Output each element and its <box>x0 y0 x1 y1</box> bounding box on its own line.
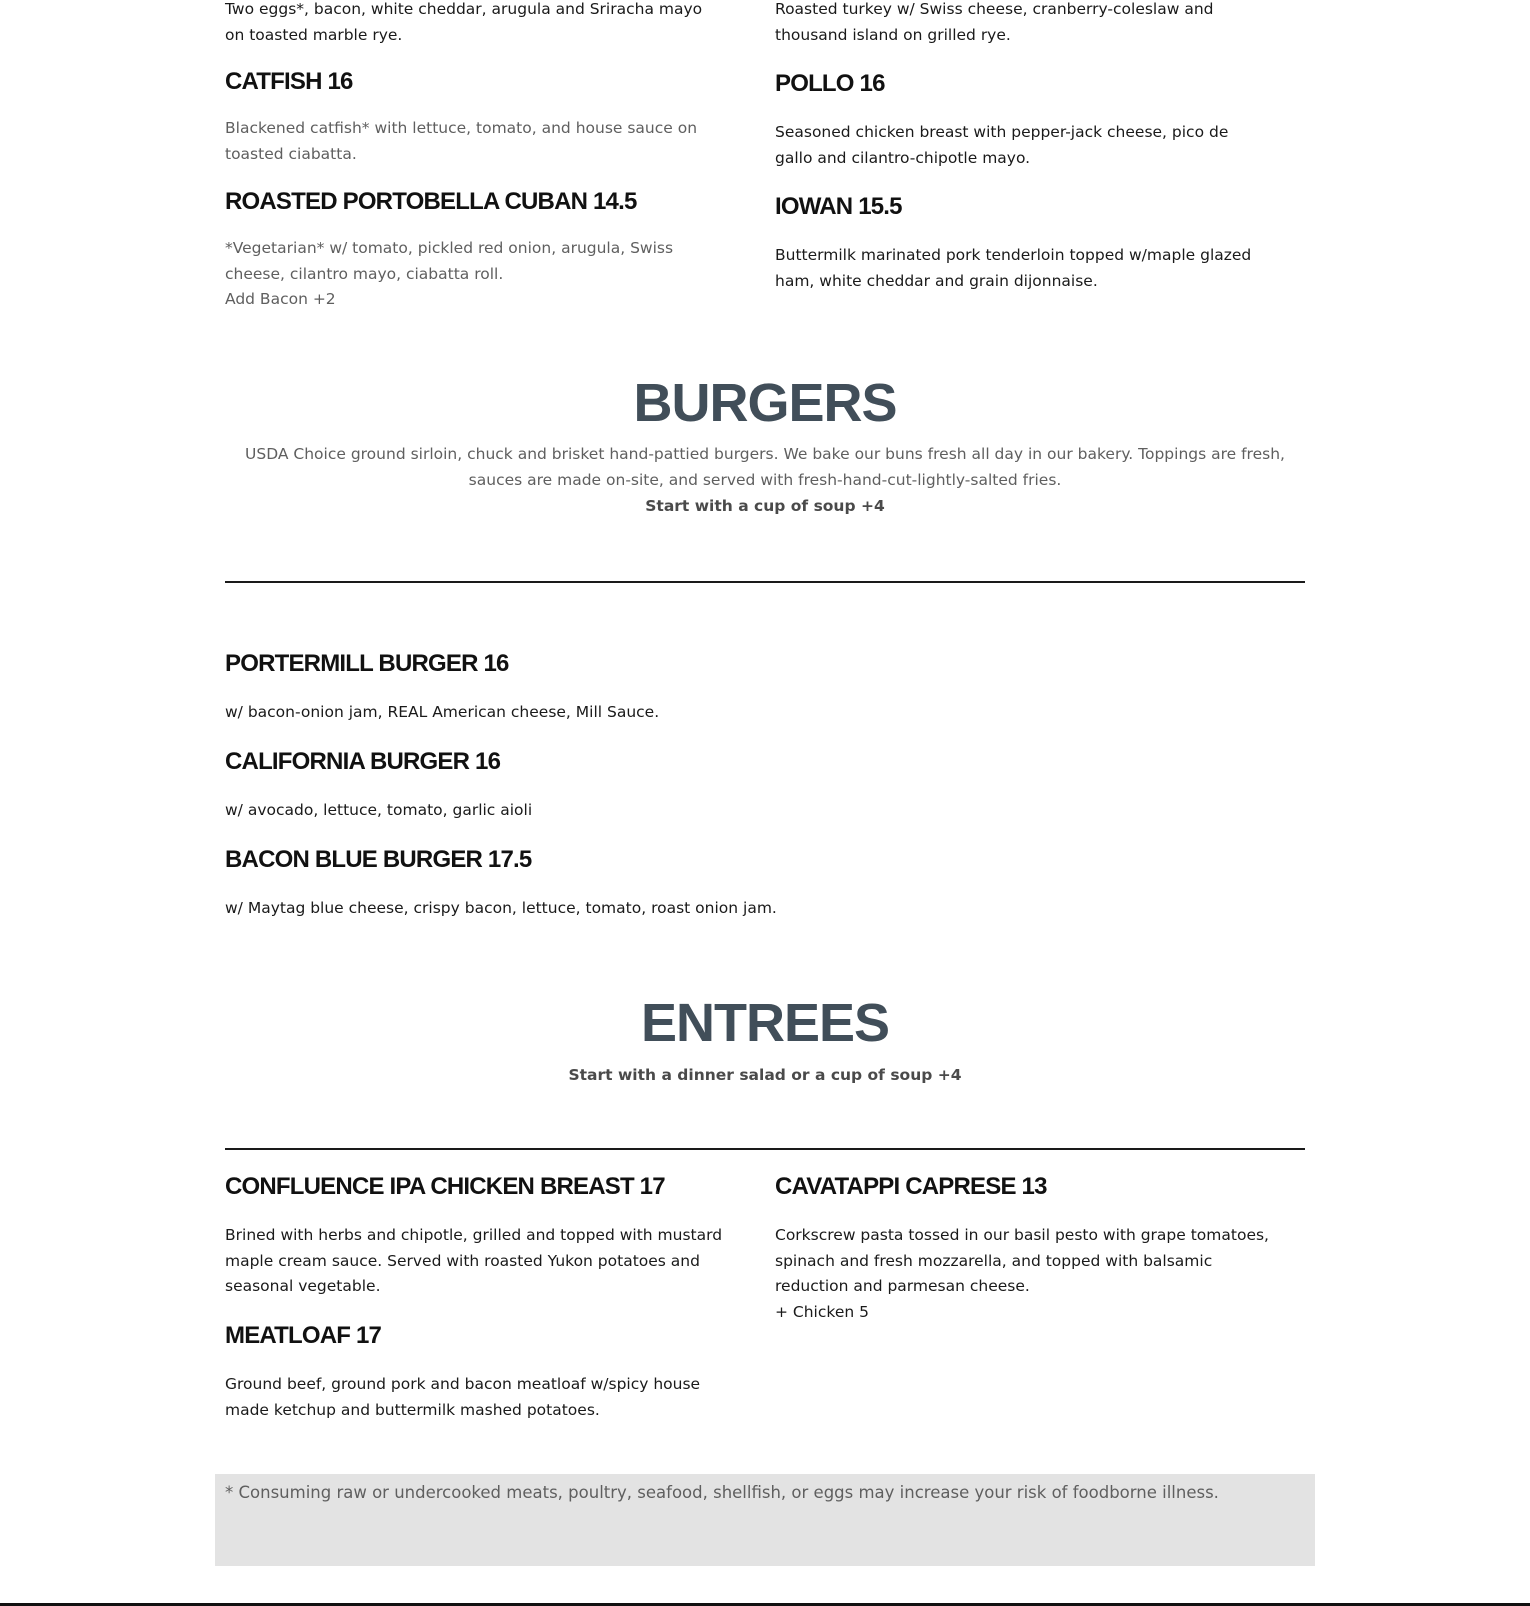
desc-line: Seasoned chicken breast with pepper-jack cheese, pico de <box>775 123 1229 141</box>
section-intro <box>225 442 1305 493</box>
sandwich-desc <box>225 0 745 48</box>
desc-line: spinach and fresh mozzarella, and topped with balsamic <box>775 1251 1213 1270</box>
menu-item-desc <box>775 243 1295 294</box>
menu-item-title: POLLO 16 <box>775 70 885 97</box>
desc-line: toasted ciabatta. <box>225 144 357 163</box>
section-heading-burgers: BURGERS <box>633 373 897 433</box>
desc-line: *Vegetarian* w/ tomato, pickled red onion, arugula, Swiss <box>225 239 674 257</box>
desc-line: Ground beef, ground pork and bacon meatloaf w/spicy house <box>225 1375 701 1393</box>
desc-line: thousand island on grilled rye. <box>775 25 1011 44</box>
desc-line: made ketchup and buttermilk mashed potatoes. <box>225 1400 600 1419</box>
desc-line: Corkscrew pasta tossed in our basil pesto with grape tomatoes, <box>775 1226 1269 1244</box>
menu-item-title: CAVATAPPI CAPRESE 13 <box>775 1173 1047 1200</box>
desc-line: on toasted marble rye. <box>225 25 403 44</box>
desc-line: Brined with herbs and chipotle, grilled and topped with mustard <box>225 1226 723 1244</box>
menu-item-title: PORTERMILL BURGER 16 <box>225 650 509 677</box>
desc-line: + Chicken 5 <box>775 1302 869 1321</box>
menu-item-desc <box>225 236 745 313</box>
menu-item-desc: w/ avocado, lettuce, tomato, garlic aioli <box>225 801 533 819</box>
menu-item-title: CONFLUENCE IPA CHICKEN BREAST 17 <box>225 1173 665 1200</box>
sandwich-desc <box>775 0 1295 48</box>
section-divider <box>225 1148 1305 1150</box>
menu-item-title: CALIFORNIA BURGER 16 <box>225 748 501 775</box>
section-note: Start with a dinner salad or a cup of soup +4 <box>568 1066 962 1084</box>
allergy-notice-box <box>215 1474 1315 1566</box>
menu-item-desc <box>225 1372 755 1423</box>
desc-line: Roasted turkey w/ Swiss cheese, cranberry-coleslaw and <box>775 0 1214 18</box>
section-divider <box>225 581 1305 583</box>
menu-item-desc <box>775 120 1295 171</box>
desc-line: maple cream sauce. Served with roasted Yukon potatoes and <box>225 1251 700 1270</box>
menu-item-desc <box>225 1223 755 1300</box>
menu-item-desc <box>775 1223 1305 1325</box>
desc-line: ham, white cheddar and grain dijonnaise. <box>775 271 1098 290</box>
desc-line: gallo and cilantro-chipotle mayo. <box>775 148 1031 167</box>
menu-item-desc: w/ bacon-onion jam, REAL American cheese, Mill Sauce. <box>225 703 660 721</box>
intro-line: USDA Choice ground sirloin, chuck and brisket hand-pattied burgers. We bake our buns fresh all day in our bakery. Toppings are fresh, <box>245 445 1285 463</box>
desc-line: Buttermilk marinated pork tenderloin topped w/maple glazed <box>775 246 1252 264</box>
desc-line: Blackened catfish* with lettuce, tomato, and house sauce on <box>225 119 698 137</box>
desc-line: Two eggs*, bacon, white cheddar, arugula and Sriracha mayo <box>225 0 703 18</box>
menu-item-title: CATFISH 16 <box>225 68 353 95</box>
desc-line: seasonal vegetable. <box>225 1277 381 1295</box>
allergy-notice-text: * Consuming raw or undercooked meats, poultry, seafood, shellfish, or eggs may increase your risk of foodborne illness. <box>225 1483 1219 1502</box>
section-note: Start with a cup of soup +4 <box>645 497 885 515</box>
desc-line: cheese, cilantro mayo, ciabatta roll. <box>225 264 504 283</box>
menu-item-title: BACON BLUE BURGER 17.5 <box>225 846 532 873</box>
menu-item-desc: w/ Maytag blue cheese, crispy bacon, lettuce, tomato, roast onion jam. <box>225 899 777 917</box>
menu-item-title: MEATLOAF 17 <box>225 1322 382 1349</box>
menu-item-desc <box>225 116 745 167</box>
section-heading-entrees: ENTREES <box>640 993 890 1053</box>
menu-item-title: ROASTED PORTOBELLA CUBAN 14.5 <box>225 188 637 215</box>
desc-line: reduction and parmesan cheese. <box>775 1277 1030 1295</box>
intro-line: sauces are made on-site, and served with fresh-hand-cut-lightly-salted fries. <box>468 470 1062 489</box>
desc-line: Add Bacon +2 <box>225 290 336 308</box>
menu-item-title: IOWAN 15.5 <box>775 193 902 220</box>
